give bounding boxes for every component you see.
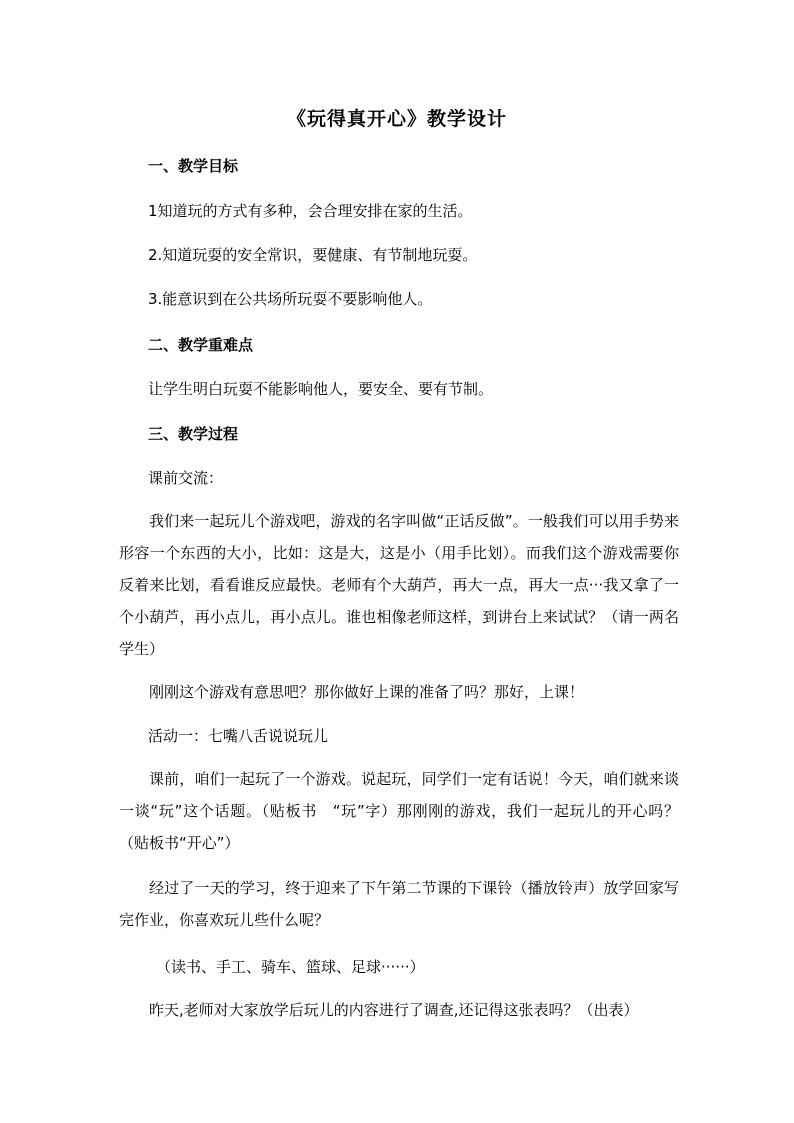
paragraph-survey: 昨天,老师对大家放学后玩儿的内容进行了调查,还记得这张表吗？（出表） [149,1001,639,1019]
activity-one-label: 活动一：七嘴八舌说说玩儿 [148,727,329,745]
paragraph-ready: 刚刚这个游戏有意思吧？那你做好上课的准备了吗？那好，上课！ [149,683,585,701]
key-points-text: 让学生明白玩耍不能影响他人，要安全、要有节制。 [148,380,494,398]
section-heading-goals: 一、教学目标 [148,157,239,175]
goal-item-1: 1知道玩的方式有多种，会合理安排在家的生活。 [148,202,473,220]
pre-class-label: 课前交流： [148,469,224,487]
goal-item-2: 2.知道玩耍的安全常识，要健康、有节制地玩耍。 [148,246,478,264]
section-heading-process: 三、教学过程 [148,425,239,443]
paragraph-after-school: 经过了一天的学习，终于迎来了下午第二节课的下课铃（播放铃声）放学回家写完作业，你喜欢玩儿些什么呢？ [119,879,679,929]
goal-item-3: 3.能意识到在公共场所玩耍不要影响他人。 [148,290,433,308]
paragraph-topic: 课前，咱们一起玩了一个游戏。说起玩，同学们一定有话说！今天，咱们就来谈一谈“玩”这个话题。（贴板书 “玩”字）那刚刚的游戏，我们一起玩儿的开心吗？（贴板书“开心”） [119,770,679,852]
answers-list: （读书、手工、骑车、篮球、足球······） [156,958,425,976]
document-title: 《玩得真开心》教学设计 [286,108,507,130]
section-heading-key-points: 二、教学重难点 [148,336,254,354]
paragraph-game: 我们来一起玩儿个游戏吧，游戏的名字叫做“正话反做”。一般我们可以用手势来形容一个东西的大小，比如：这是大，这是小（用手比划）。而我们这个游戏需要你反着来比划，看看谁反应最快。老师有个大葫芦，再大一点，再大一点···我又拿了一个小葫芦，再小点儿，再小点儿。谁也相像老师这样，到讲台上来试试？（请一两名学生） [119,512,679,658]
